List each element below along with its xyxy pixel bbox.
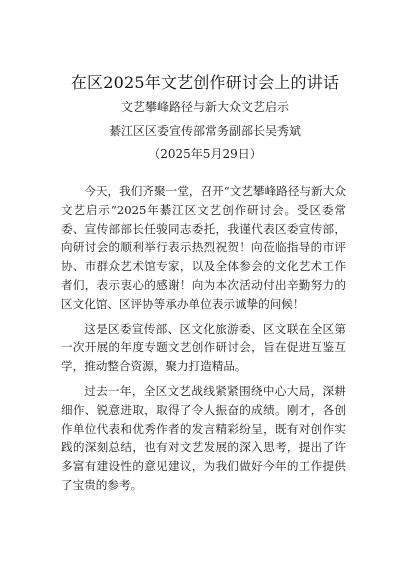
speech-date: （2025年5月29日） [148, 147, 262, 161]
speech-subtitle: 文艺攀峰路径与新大众文艺启示 [120, 100, 289, 114]
speaker-byline: 綦江区区委宣传部常务副部长吴秀斌 [108, 124, 301, 138]
paragraph: 这是区委宣传部、区文化旅游委、区文联在全区第一次开展的年度专题文艺创作研讨会，旨在促进互鉴互学，推动整合资源，聚力打造精品。 [61, 321, 346, 374]
speech-title: 在区2025年文艺创作研讨会上的讲话 [70, 73, 340, 92]
paragraph: 今天，我们齐聚一堂，召开“文艺攀峰路径与新大众文艺启示”2025年綦江区文艺创作研讨会。受区委常委、宣传部部长任骏同志委托，我谨代表区委宣传部，向研讨会的顺利举行表示热烈祝贺！向莅临指导的市评协、市群众艺术馆专家，以及全体参会的文化艺术工作者们，表示衷心的感谢！向为本次活动付出辛勤努力的区文化馆、区评协等承办单位表示诚挚的问候！ [61, 184, 346, 311]
speech-body [61, 182, 346, 495]
paragraph: 过去一年，全区文艺战线紧紧围绕中心大局，深耕细作、锐意进取，取得了令人振奋的成绩。刚才，各创作单位代表和优秀作者的发言精彩纷呈，既有对创作实践的深刻总结，也有对文艺发展的深入思考，提出了许多富有建设性的意见建议，为我们做好今年的工作提供了宝贵的参考。 [61, 383, 346, 492]
